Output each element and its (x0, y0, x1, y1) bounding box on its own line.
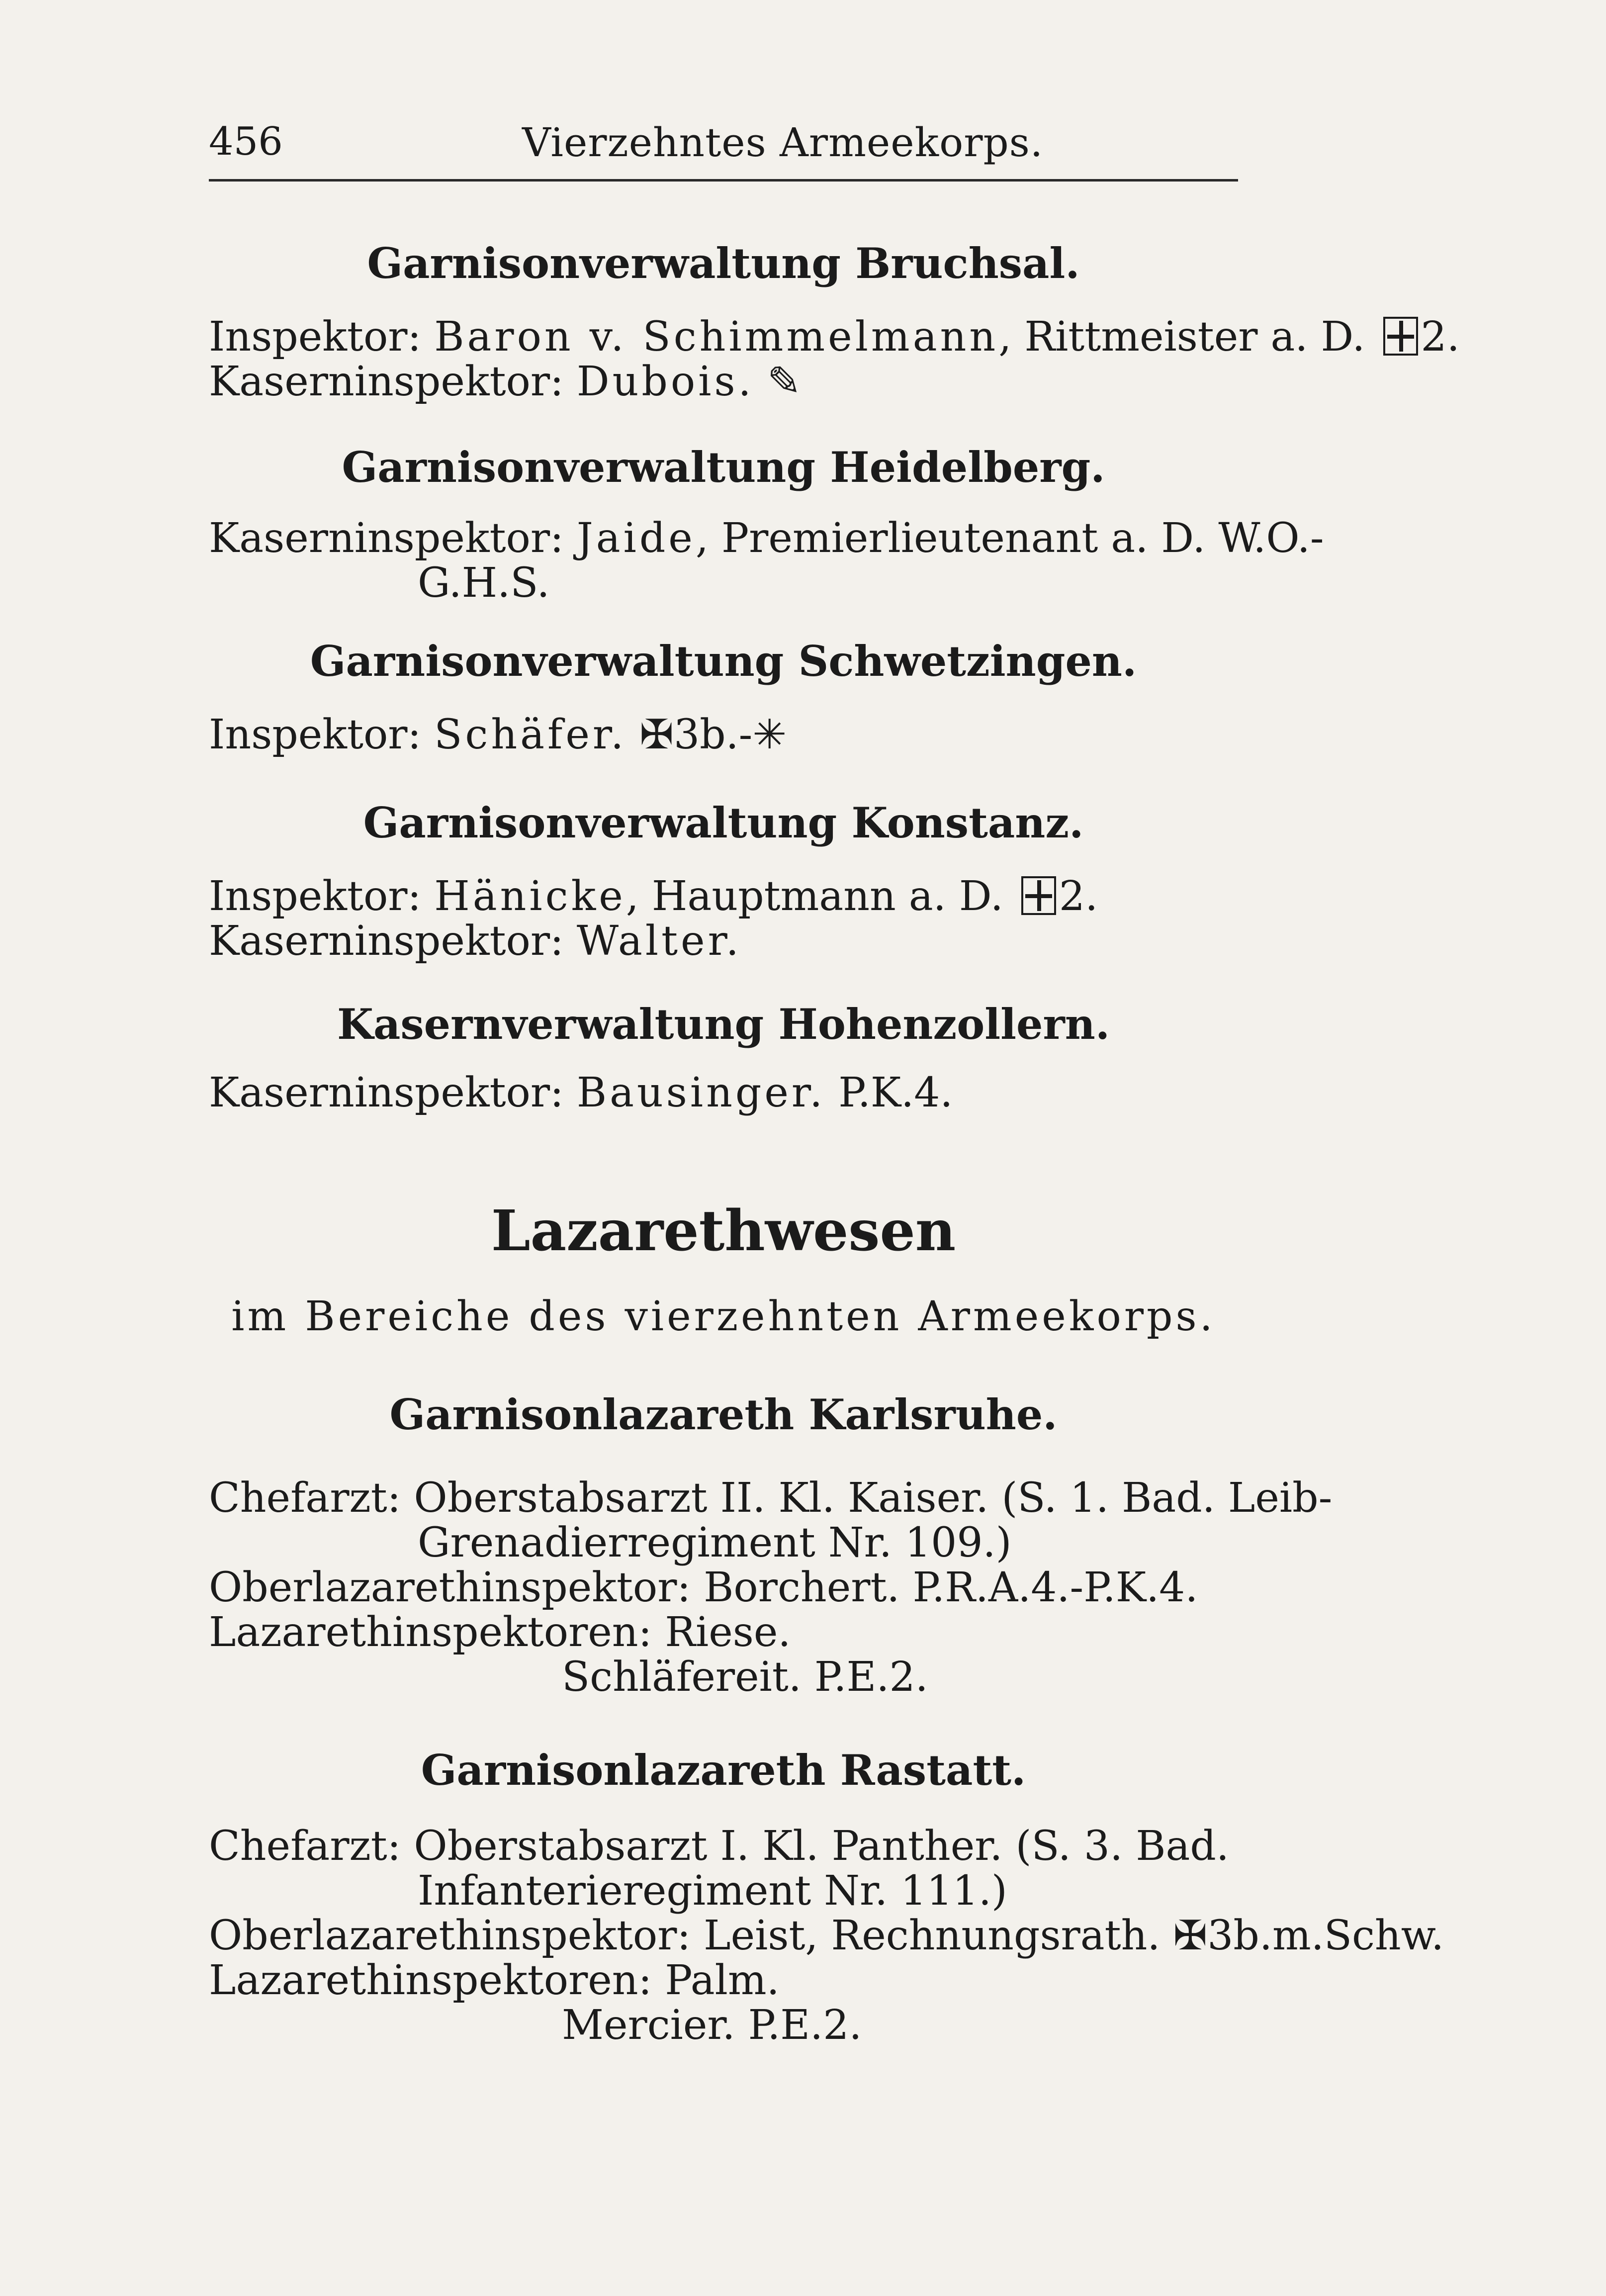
role-label: Kaserninspektor: (209, 918, 564, 965)
entry-line (209, 358, 1253, 405)
star-decoration-icon: ✳ (752, 711, 787, 758)
person-name: Bausinger. (576, 1069, 826, 1116)
decoration-class: 3b.- (673, 711, 753, 758)
entry-line: Chefarzt: Oberstabsarzt I. Kl. Panther. (S. 3. Bad. (209, 1823, 1229, 1870)
entry-line: Lazarethinspektoren: Palm. (209, 1957, 780, 2004)
role-label: Kaserninspektor: (209, 515, 564, 562)
page-number: 456 (209, 119, 283, 164)
iron-cross-icon (1021, 876, 1056, 915)
entry-line: Oberlazarethinspektor: Borchert. P.R.A.4.-P.K.4. (209, 1564, 1198, 1611)
person-name: Dubois. (576, 358, 754, 405)
role-label: Inspektor: (209, 313, 422, 361)
section-heading: Garnisonlazareth Karlsruhe. (389, 1390, 1058, 1439)
running-head: Vierzehntes Armeekorps. (522, 119, 1044, 166)
decoration-class: P.K.4. (838, 1069, 953, 1116)
chapter-title: Lazarethwesen (491, 1198, 956, 1264)
decoration-icon: ✎ (767, 358, 802, 405)
person-name: Walter. (576, 918, 742, 965)
entry-line (209, 711, 1253, 758)
entry-line (209, 1912, 1444, 1959)
role-label: Inspektor: (209, 711, 422, 758)
section-heading: Kasernverwaltung Hohenzollern. (337, 1000, 1110, 1049)
person-name: Baron v. Schimmelmann (434, 313, 999, 361)
section-heading: Garnisonverwaltung Heidelberg. (342, 443, 1105, 492)
iron-cross-icon (1383, 317, 1418, 356)
entry-line (209, 313, 1460, 361)
entry-continuation: G.H.S. (418, 559, 550, 607)
role-label: Inspektor: (209, 873, 422, 920)
entry-line (209, 515, 1324, 562)
entry-continuation: Schläfereit. P.E.2. (562, 1653, 928, 1701)
role-label: Kaserninspektor: (209, 358, 564, 405)
person-name: Schäfer. (434, 711, 627, 758)
rank-text: , Rittmeister a. D. (998, 313, 1365, 361)
person-name: Hänicke (434, 873, 626, 920)
rank-text: , Hauptmann a. D. (625, 873, 1003, 920)
entry-line: Chefarzt: Oberstabsarzt II. Kl. Kaiser. (S. 1. Bad. Leib- (209, 1474, 1333, 1522)
chapter-subtitle: im Bereiche des vierzehnten Armeekorps. (231, 1293, 1216, 1340)
decoration-class: 2. (1059, 873, 1098, 920)
order-cross-icon: ✠ (639, 711, 674, 758)
decoration-class: 3b.m.Schw. (1207, 1912, 1444, 1959)
person-name: Jaide (576, 515, 696, 562)
section-heading: Garnisonverwaltung Schwetzingen. (310, 637, 1137, 686)
header-rule (209, 179, 1238, 182)
entry-line (209, 918, 1253, 965)
order-cross-icon: ✠ (1173, 1912, 1208, 1959)
entry-continuation: Grenadierregiment Nr. 109.) (418, 1519, 1012, 1566)
section-heading: Garnisonlazareth Rastatt. (421, 1745, 1026, 1795)
entry-continuation: Mercier. P.E.2. (562, 2002, 862, 2049)
entry-line (209, 1069, 1253, 1116)
entry-line: Lazarethinspektoren: Riese. (209, 1609, 791, 1656)
rank-text: , Premierlieutenant a. D. W.O.- (695, 515, 1324, 562)
decoration-class: 2. (1421, 313, 1460, 361)
entry-text: Oberlazarethinspektor: Leist, Rechnungsrath. (209, 1912, 1160, 1959)
section-heading: Garnisonverwaltung Konstanz. (363, 798, 1084, 847)
role-label: Kaserninspektor: (209, 1069, 564, 1116)
entry-continuation: Infanterieregiment Nr. 111.) (418, 1867, 1007, 1915)
section-heading: Garnisonverwaltung Bruchsal. (367, 239, 1080, 288)
running-header (209, 119, 1238, 174)
entry-line (209, 873, 1253, 920)
